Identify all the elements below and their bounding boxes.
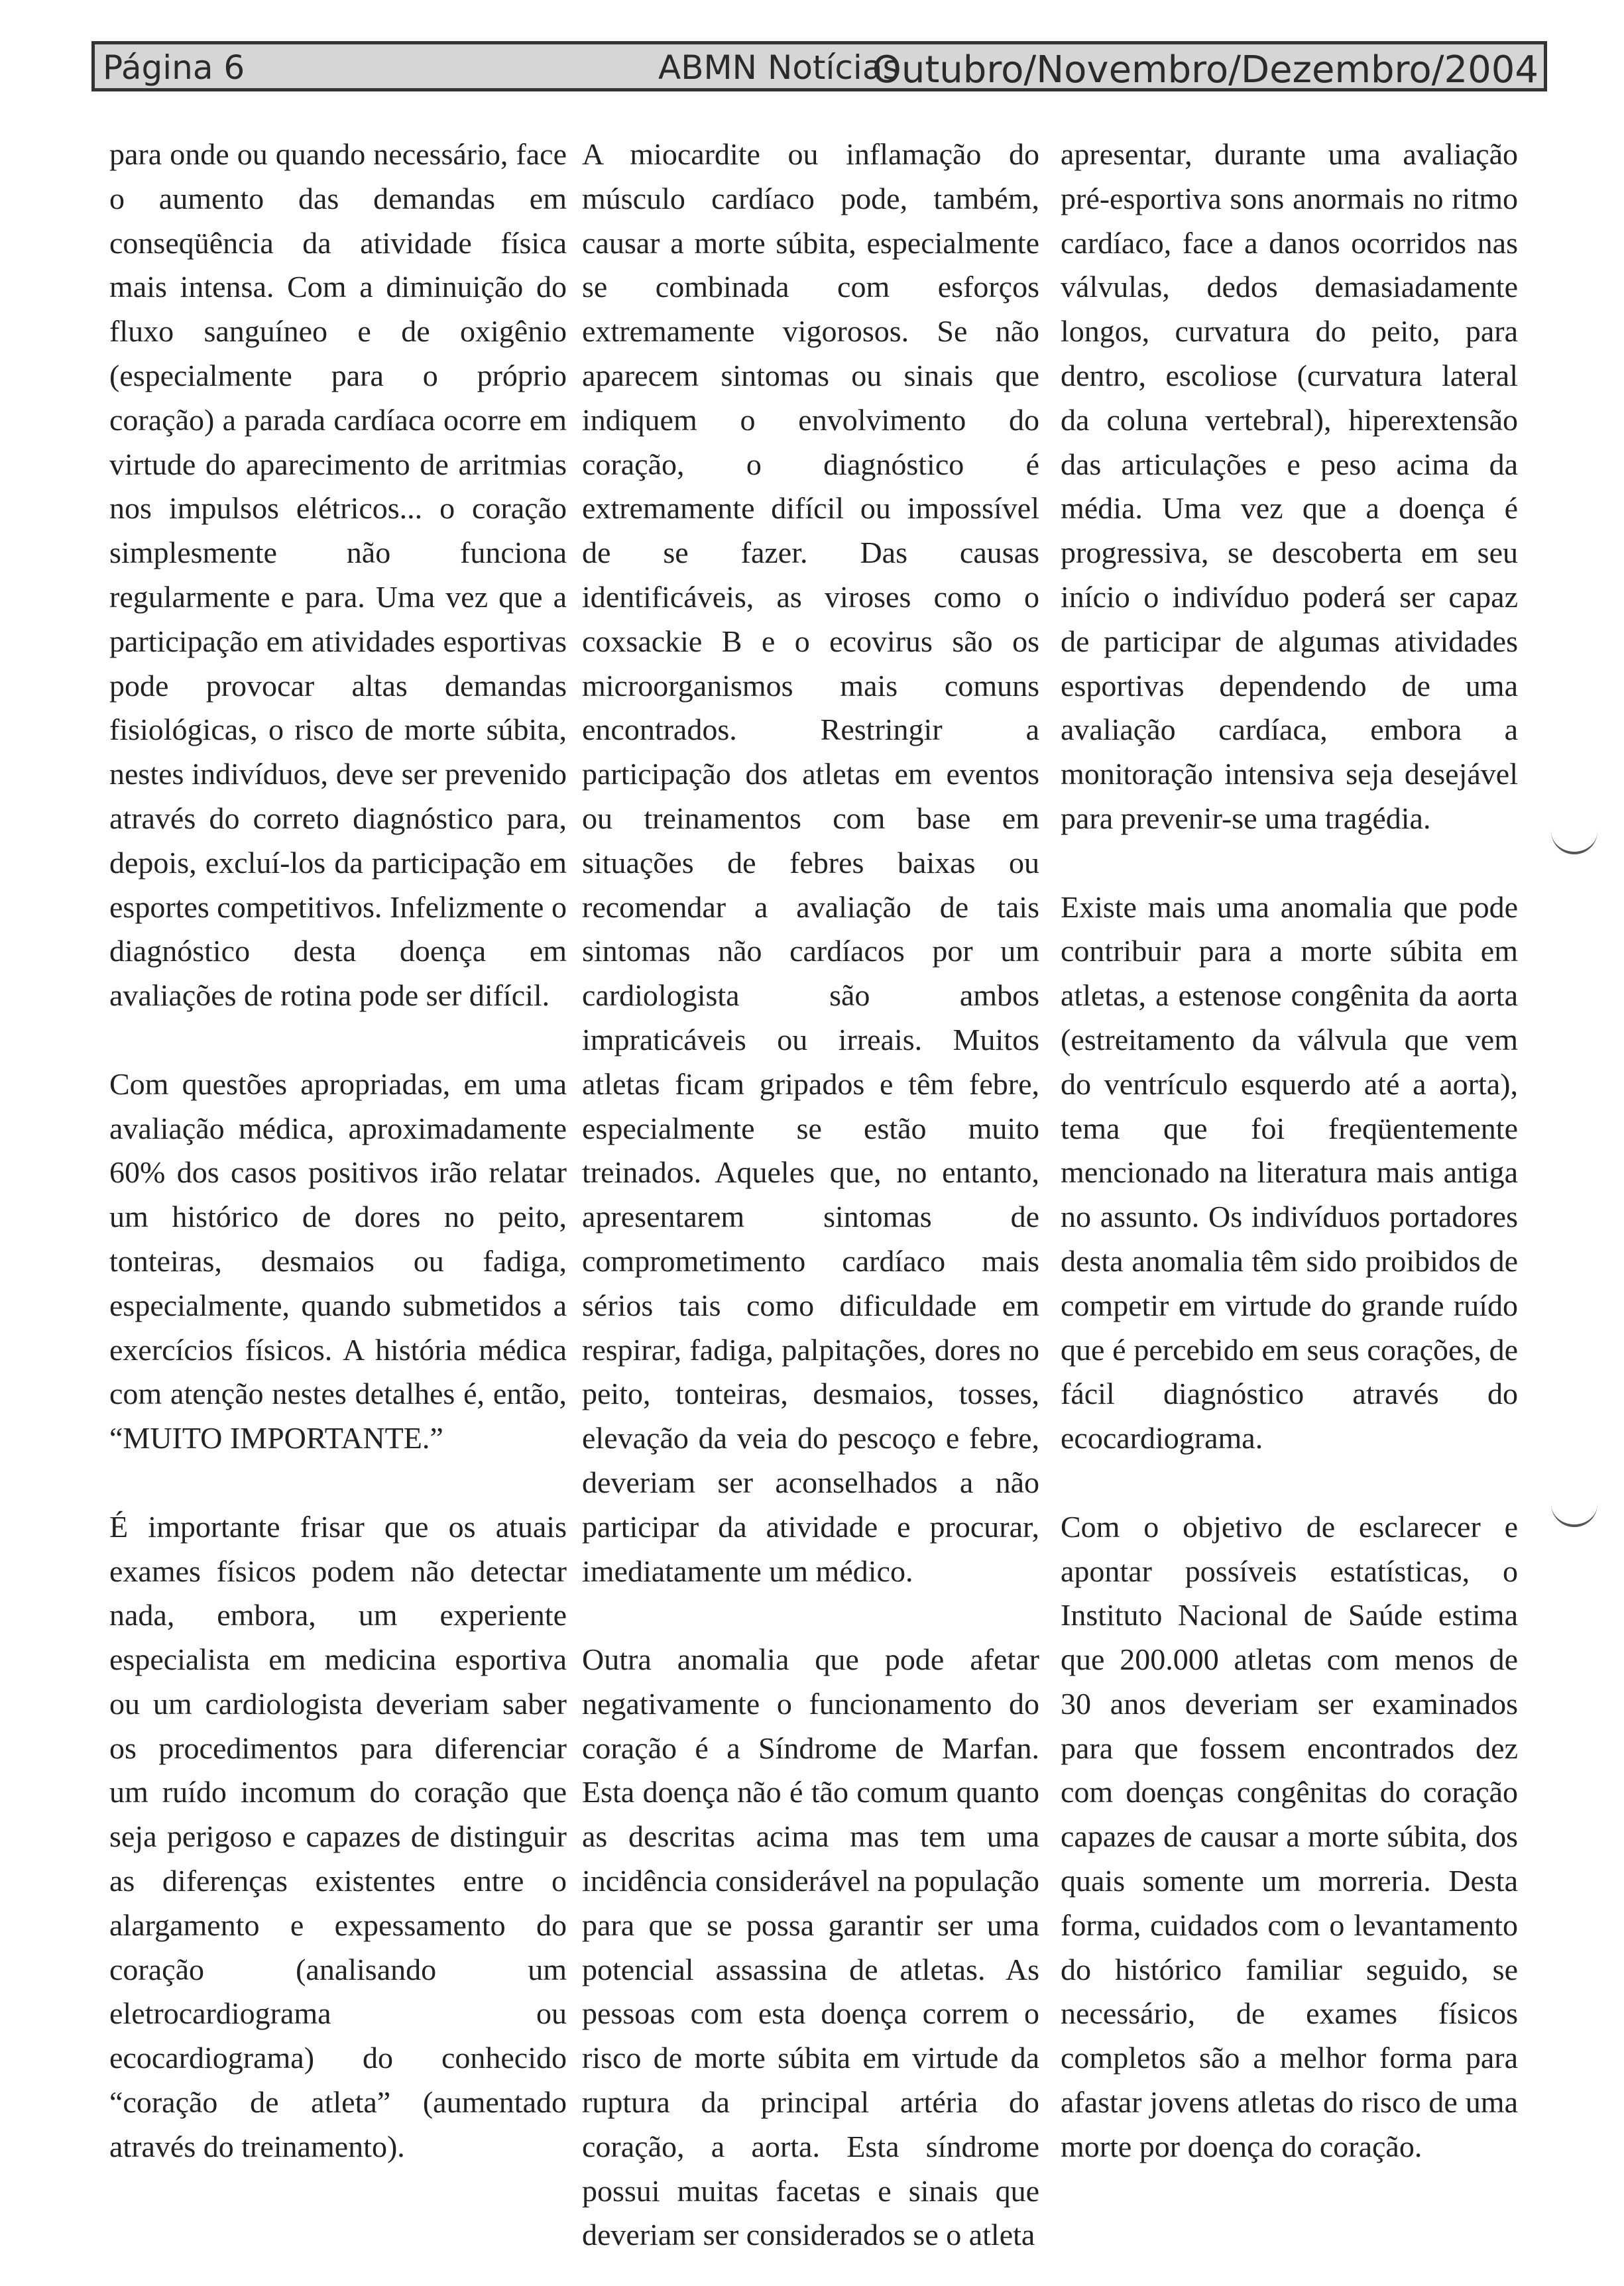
- issue-date: Outubro/Novembro/Dezembro/2004: [872, 48, 1538, 91]
- page-header: [91, 41, 1547, 91]
- paragraph: Com questões apropriadas, em uma avaliação médica, aproximadamente 60% dos casos positivos irão relatar um histórico de dores no peito, tonteiras, desmaios ou fadiga, especialmente, quando submetidos a exercícios físicos. A história médica com atenção nestes detalhes é, então, “MUITO IMPORTANTE.”: [109, 1066, 567, 1456]
- paragraph: para onde ou quando necessário, face o aumento das demandas em conseqüência da atividade física mais intensa. Com a diminuição do fluxo sanguíneo e de oxigênio (especialmente para o próprio coração) a parada cardíaca ocorre em virtude do aparecimento de arritmias nos impulsos elétricos... o coração simplesmente não funciona regularmente e para. Uma vez que a participação em atividades esportivas pode provocar altas demandas fisiológicas, o risco de morte súbita, nestes indivíduos, deve ser prevenido através do correto diagnóstico para, depois, excluí-los da participação em esportes competitivos. Infelizmente o diagnóstico desta doença em avaliações de rotina pode ser difícil.: [109, 137, 567, 1013]
- paragraph: apresentar, durante uma avaliação pré-esportiva sons anormais no ritmo cardíaco, face a danos ocorridos nas válvulas, dedos demasiadamente longos, curvatura do peito, para dentro, escoliose (curvatura lateral da coluna vertebral), hiperextensão das articulações e peso acima da média. Uma vez que a doença é progressiva, se descoberta em seu início o indivíduo poderá ser capaz de participar de algumas atividades esportivas dependendo de uma avaliação cardíaca, embora a monitoração intensiva seja desejável para prevenir-se uma tragédia.: [1061, 137, 1518, 835]
- paragraph: É importante frisar que os atuais exames físicos podem não detectar nada, embora, um experiente especialista em medicina esportiva ou um cardiologista deveriam saber os procedimentos para diferenciar um ruído incomum do coração que seja perigoso e capazes de distinguir as diferenças existentes entre o alargamento e expessamento do coração (analisando um eletrocardiograma ou ecocardiograma) do conhecido “coração de atleta” (aumentado através do treinamento).: [109, 1509, 567, 2163]
- paragraph: A miocardite ou inflamação do músculo cardíaco pode, também, causar a morte súbita, especialmente se combinada com esforços extremamente vigorosos. Se não aparecem sintomas ou sinais que indiquem o envolvimento do coração, o diagnóstico é extremamente difícil ou impossível de se fazer. Das causas identificáveis, as viroses como o coxsackie B e o ecovirus são os microorganismos mais comuns encontrados. Restringir a participação dos atletas em eventos ou treinamentos com base em situações de febres baixas ou recomendar a avaliação de tais sintomas não cardíacos por um cardiologista são ambos impraticáveis ou irreais. Muitos atletas ficam gripados e têm febre, especialmente se estão muito treinados. Aqueles que, no entanto, apresentarem sintomas de comprometimento cardíaco mais sérios tais como dificuldade em respirar, fadiga, palpitações, dores no peito, tonteiras, desmaios, tosses, elevação da veia do pescoço e febre, deveriam ser aconselhados a não participar da atividade e procurar, imediatamente um médico.: [582, 137, 1039, 1588]
- paragraph: Outra anomalia que pode afetar negativamente o funcionamento do coração é a Síndrome de Marfan. Esta doença não é tão comum quanto as descritas acima mas tem uma incidência considerável na população para que se possa garantir ser uma potencial assassina de atletas. As pessoas com esta doença correm o risco de morte súbita em virtude da ruptura da principal artéria do coração, a aorta. Esta síndrome possui muitas facetas e sinais que deveriam ser considerados se o atleta: [582, 1642, 1039, 2252]
- scan-hole-mark: [1551, 1498, 1597, 1527]
- paragraph: Com o objetivo de esclarecer e apontar possíveis estatísticas, o Instituto Nacional de Saúde estima que 200.000 atletas com menos de 30 anos deveriam ser examinados para que fossem encontrados dez com doenças congênitas do coração capazes de causar a morte súbita, dos quais somente um morreria. Desta forma, cuidados com o levantamento do histórico familiar seguido, se necessário, de exames físicos completos são a melhor forma para afastar jovens atletas do risco de uma morte por doença do coração.: [1061, 1509, 1518, 2163]
- text-column-1: [109, 133, 567, 2169]
- page-number: Página 6: [103, 48, 245, 87]
- scan-hole-mark: [1551, 825, 1597, 854]
- text-column-3: [1061, 133, 1518, 2169]
- text-column-2: [582, 133, 1039, 2257]
- paragraph: Existe mais uma anomalia que pode contribuir para a morte súbita em atletas, a estenose congênita da aorta (estreitamento da válvula que vem do ventrículo esquerdo até a aorta), tema que foi freqüentemente mencionado na literatura mais antiga no assunto. Os indivíduos portadores desta anomalia têm sido proibidos de competir em virtude do grande ruído que é percebido em seus corações, de fácil diagnóstico através do ecocardiograma.: [1061, 889, 1518, 1456]
- publication-name: ABMN Notícias: [658, 48, 900, 87]
